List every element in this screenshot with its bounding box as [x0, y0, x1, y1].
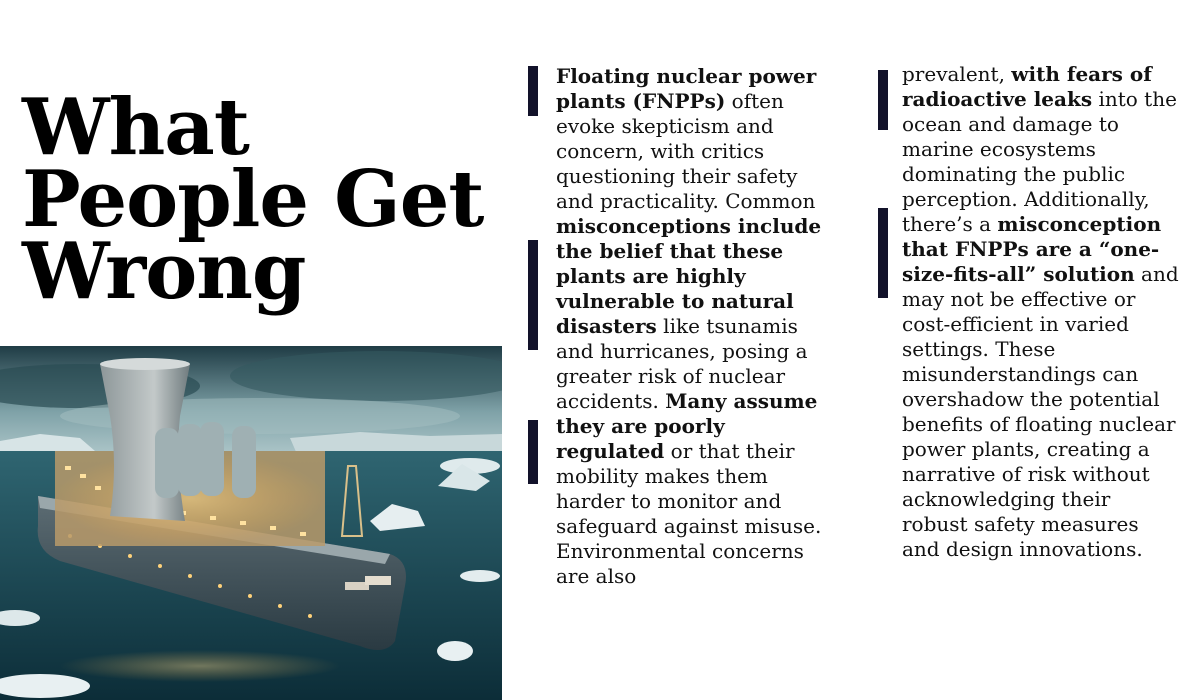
accent-bar [528, 66, 538, 116]
body-text: into the ocean and damage to marine ecosystems dominating the public perception. Additionally, there’s a [902, 87, 1177, 236]
accent-bar [528, 240, 538, 350]
page-title [22, 82, 484, 317]
body-text: and may not be effective or cost-efficient in varied settings. These misunderstandings can overshadow the potential benefits of floating nuclear power plants, creating a narrative of risk without acknowledging their robust safety measures and design innovations. [902, 262, 1179, 561]
body-text: often evoke skepticism and concern, with critics questioning their safety and practicality. Common [556, 89, 816, 213]
title-line-2: People Get [22, 154, 484, 245]
highlight-text: misconception that FNPPs are a “one-size-fits-all” solution [902, 212, 1162, 286]
body-text: prevalent, [902, 62, 1012, 86]
title-line-1: What [22, 82, 249, 173]
title-line-3: Wrong [22, 226, 306, 317]
body-text: like tsunamis and hurricanes, posing a greater risk of nuclear accidents. [556, 314, 808, 413]
highlight-text: Many assume they are poorly regulated [556, 389, 818, 463]
accent-bar [528, 420, 538, 484]
body-text: or that their mobility makes them harder to monitor and safeguard against misuse. Environmental concerns are also [556, 439, 822, 588]
floating-nuclear-plant-image [0, 346, 502, 700]
highlight-text: misconceptions include the belief that these plants are highly vulnerable to natural disasters [556, 214, 822, 338]
highlight-text: Floating nuclear power plants (FNPPs) [556, 64, 817, 113]
accent-bar [878, 208, 888, 298]
accent-bar [878, 70, 888, 130]
body-text-column-1 [556, 64, 836, 589]
body-text-column-2 [902, 62, 1182, 562]
highlight-text: with fears of radioactive leaks [902, 62, 1152, 111]
